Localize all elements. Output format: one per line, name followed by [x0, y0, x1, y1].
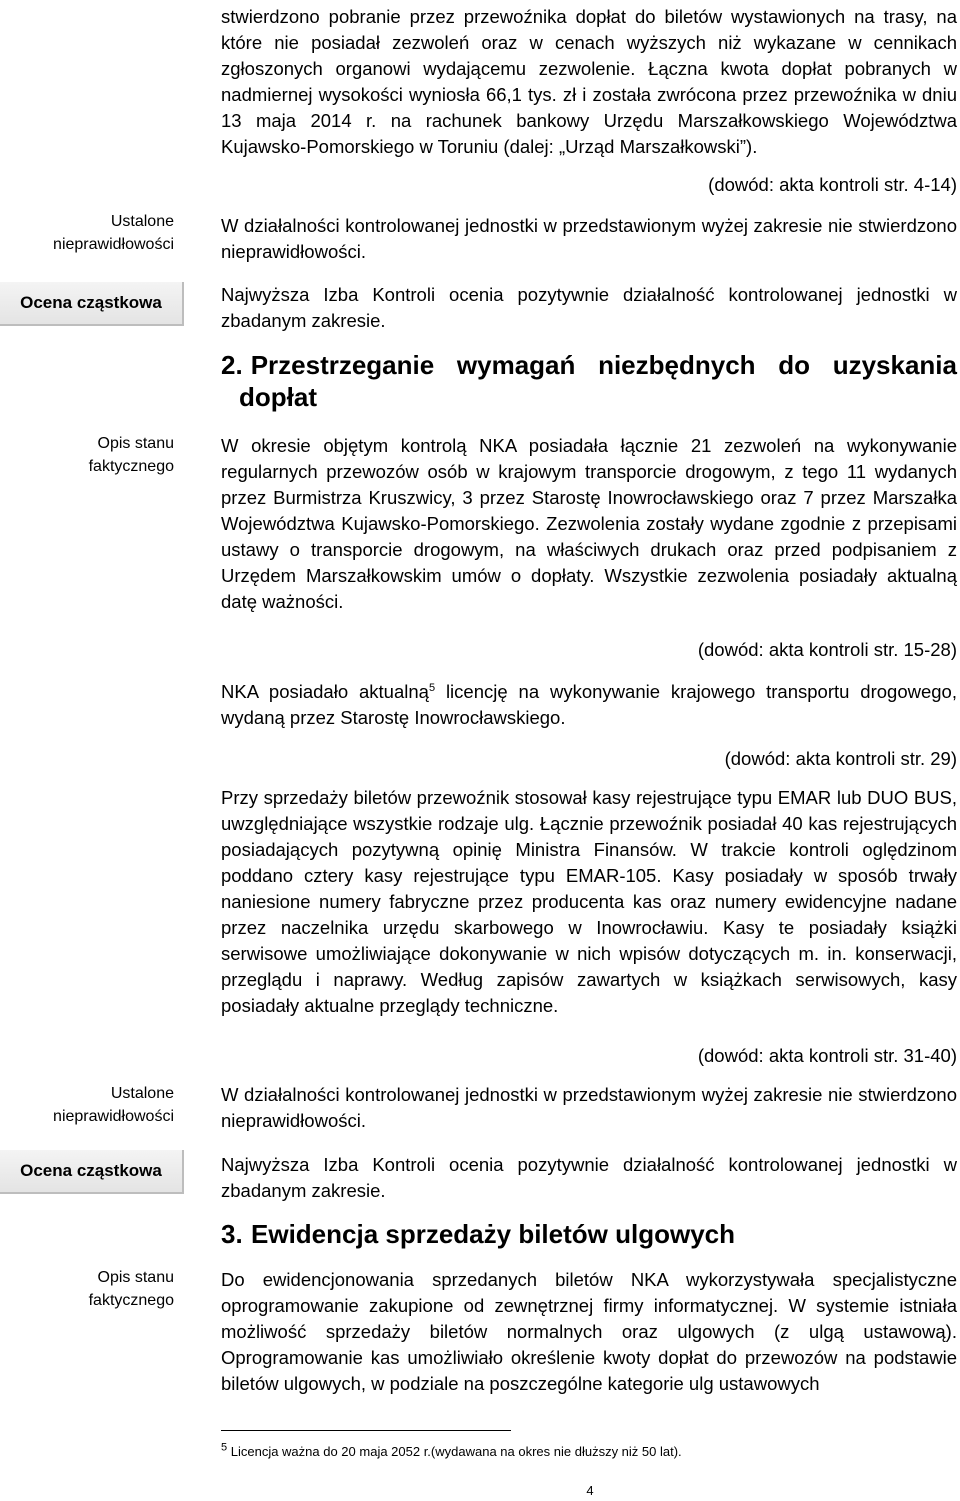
sidebar-facts-label-2 — [0, 1266, 174, 1312]
section-2-title-line1: Przestrzeganie wymagań niezbędnych do uzyskania — [250, 350, 957, 380]
assessment-paragraph-1: Najwyższa Izba Kontroli ocenia pozytywnie działalność kontrolowanej jednostki w zbadanym zakresie. — [221, 284, 957, 331]
footnote — [221, 1441, 957, 1460]
license-paragraph — [221, 679, 957, 731]
sidebar-findings-label-2 — [0, 1082, 174, 1128]
intro-paragraph: stwierdzono pobranie przez przewoźnika dopłat do biletów wystawionych na trasy, na które nie posiadał zezwoleń oraz w cenach wyższych niż wykazane w cennikach zgłoszonych organowi wydającemu zezwolenie. Łączna kwota dopłat pobranych w nadmiernej wysokości wyniosła 66,1 tys. zł i została zwrócona przez przewoźnika w dniu 13 maja 2014 r. na rachunek bankowy Urzędu Marszałkowskiego Województwa Kujawsko-Pomorskiego w Toruniu (dalej: „Urząd Marszałkowski”). — [221, 6, 957, 157]
footnote-separator — [221, 1430, 511, 1431]
footnote-text: Licencja ważna do 20 maja 2052 r.(wydawana na okres nie dłuższy niż 50 lat). — [227, 1444, 682, 1459]
sidebar-findings-line2: nieprawidłowości — [53, 236, 174, 253]
section-2-heading-line1 — [221, 349, 957, 381]
section-2-number: 2. — [221, 350, 243, 380]
license-text-before: NKA posiadało aktualną — [221, 681, 429, 702]
sidebar-assessment-badge-1: Ocena cząstkowa — [0, 282, 184, 326]
page-number: 4 — [586, 1483, 594, 1498]
sidebar-findings-label-1 — [0, 210, 174, 256]
section-2-title-line2: dopłat — [239, 382, 317, 412]
section-3-title: Ewidencja sprzedaży biletów ulgowych — [251, 1219, 735, 1249]
sidebar-findings-line1: Ustalone — [110, 1085, 174, 1102]
software-paragraph: Do ewidencjonowania sprzedanych biletów NKA wykorzystywała specjalistyczne oprogramowanie zakupione od zewnętrznej firmy informatycznej. W systemie istniała możliwość sprzedaży biletów normalnych oraz ulgowych (z ulgą ustawową). Oprogramowanie kas umożliwiało określenie kwoty dopłat do przewozów na podstawie biletów ulgowych, w podziale na poszczególne kategorie ulg ustawowych — [221, 1269, 957, 1394]
evidence-reference-3: (dowód: akta kontroli str. 29) — [724, 748, 957, 769]
permits-paragraph: W okresie objętym kontrolą NKA posiadała łącznie 21 zezwoleń na wykonywanie regularnych przewozów osób w krajowym transporcie drogowym, z tego 11 wydanych przez Burmistrza Kruszwicy, 3 przez Starostę Inowrocławskiego oraz 7 przez Marszałka Województwa Kujawsko-Pomorskiego. Zezwolenia zostały wydane zgodnie z przepisami ustawy o transporcie drogowym, na właściwych drukach oraz przed podpisaniem z Urzędem Marszałkowskim umów o dopłaty. Wszystkie zezwolenia posiadały aktualną datę ważności. — [221, 435, 957, 612]
section-3-heading — [221, 1218, 957, 1250]
evidence-reference-2: (dowód: akta kontroli str. 15-28) — [697, 639, 957, 660]
no-irregularities-paragraph-2: W działalności kontrolowanej jednostki w przedstawionym wyżej zakresie nie stwierdzono nieprawidłowości. — [221, 1084, 957, 1131]
sidebar-findings-line1: Ustalone — [110, 213, 174, 230]
cash-registers-paragraph: Przy sprzedaży biletów przewoźnik stosował kasy rejestrujące typu EMAR lub DUO BUS, uwzględniające wszystkie rodzaje ulg. Łącznie przewoźnik posiadał 40 kas rejestrujących posiadających pozytywną opinię Ministra Finansów. W trakcie kontroli oględzinom poddano cztery kasy rejestrujące typu EMAR-105. Kasy posiadały w sposób trwały naniesione numery fabryczne przez producenta kas oraz numery ewidencyjne nadane przez naczelnika urzędu skarbowego w Inowrocławiu. Kasy te posiadały książki serwisowe umożliwiające dokonywanie w nich wpisów dotyczących m. in. konserwacji, przeglądu i naprawy. Według zapisów zawartych w książkach serwisowych, kasy posiadały aktualne przeglądy techniczne. — [221, 787, 957, 1016]
sidebar-findings-line2: nieprawidłowości — [53, 1108, 174, 1125]
no-irregularities-paragraph-1: W działalności kontrolowanej jednostki w przedstawionym wyżej zakresie nie stwierdzono nieprawidłowości. — [221, 215, 957, 262]
sidebar-assessment-badge-2: Ocena cząstkowa — [0, 1150, 184, 1194]
evidence-reference-1: (dowód: akta kontroli str. 4-14) — [708, 174, 957, 195]
sidebar-facts-label-1 — [0, 432, 174, 478]
license-text-after: licencję na wykonywanie krajowego transportu drogowego, wydaną przez Starostę Inowrocławskiego. — [221, 681, 957, 728]
sidebar-facts-line1: Opis stanu — [97, 435, 174, 452]
section-3-number: 3. — [221, 1219, 243, 1249]
sidebar-facts-line2: faktycznego — [88, 458, 174, 475]
sidebar-facts-line2: faktycznego — [88, 1292, 174, 1309]
evidence-reference-4: (dowód: akta kontroli str. 31-40) — [697, 1045, 957, 1066]
footnote-marker: 5 — [221, 1441, 228, 1454]
sidebar-facts-line1: Opis stanu — [97, 1269, 174, 1286]
assessment-paragraph-2: Najwyższa Izba Kontroli ocenia pozytywnie działalność kontrolowanej jednostki w zbadanym zakresie. — [221, 1154, 957, 1201]
section-2-heading — [221, 349, 957, 413]
footnote-reference[interactable]: 5 — [428, 681, 436, 694]
